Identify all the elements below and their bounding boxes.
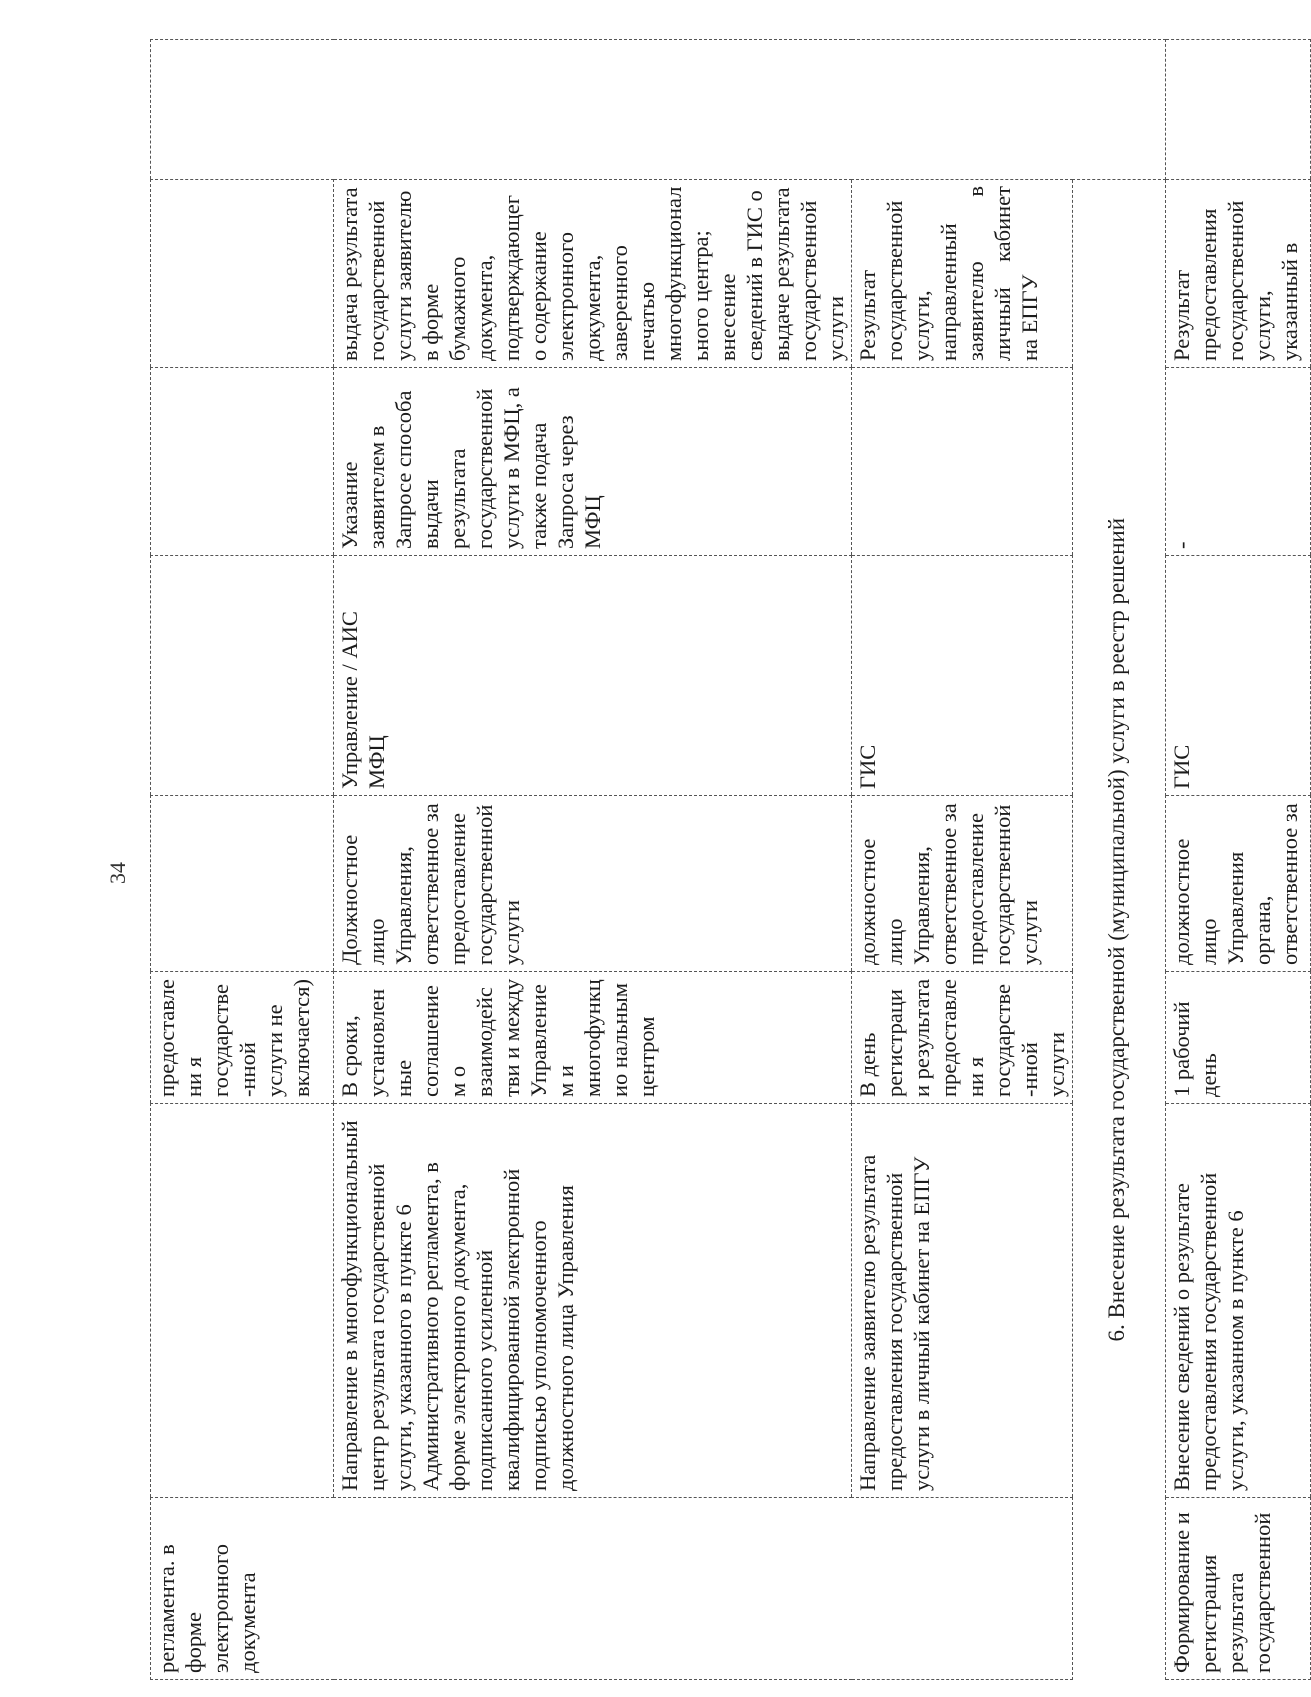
- table-cell: [852, 368, 1073, 556]
- table-cell: Результат предоставления государственной услуги, указанный в: [1165, 180, 1310, 368]
- table-cell: -: [1165, 368, 1310, 556]
- table-cell: выдача результата государственной услуги заявителю в форме бумажного документа, подтверждающего содержание электронного документа, заверенного печатью многофункционального центра; внесение сведений в ГИС о выдаче результата государственной услуги: [334, 180, 852, 368]
- table-cell: Формирование и регистрация результата государственной: [1165, 1498, 1310, 1680]
- table-cell: В сроки, установленные соглашением о взаимодействи и между Управлением и многофункцио нальным центром: [334, 972, 852, 1104]
- page-number: 34: [105, 862, 130, 884]
- table-cell: ГИС: [1165, 556, 1310, 796]
- table-cell: [151, 180, 334, 368]
- table-cell: Указание заявителем в Запросе способа выдачи результата государственной услуги в МФЦ, а также подача Запроса через МФЦ: [334, 368, 852, 556]
- table-cell: Направление заявителю результата предоставления государственной услуги в личный кабинет на ЕПГУ: [852, 1104, 1073, 1498]
- table-row: [852, 40, 1073, 1680]
- section-title: 6. Внесение результата государственной (муниципальной) услуги в реестр решений: [1073, 180, 1166, 1680]
- table-cell: 1 рабочий день: [1165, 972, 1310, 1104]
- table-cell: должностное лицо Управления органа, ответственное за: [1165, 796, 1310, 972]
- table-cell: Внесение сведений о результате предоставления государственной услуги, указанном в пункте 6: [1165, 1104, 1310, 1498]
- table-cell: регламента. в форме электронного документа: [151, 1498, 1073, 1680]
- table-cell: Результат государственной услуги, направленный заявителю в личный кабинет на ЕПГУ: [852, 180, 1073, 368]
- table-cell: [151, 40, 1166, 180]
- table-cell: предоставлени я государстве-нной услуги не включается): [151, 972, 334, 1104]
- section-heading-row: [1073, 40, 1166, 1680]
- table-cell: [151, 1104, 334, 1498]
- table-row: [151, 40, 334, 1680]
- procedure-table: [150, 39, 1311, 1680]
- table-cell: В день регистрации результата предоставлени я государстве-нной услуги: [852, 972, 1073, 1104]
- table-cell: [151, 796, 334, 972]
- rotated-page-content: [150, 20, 1302, 1680]
- table-row: [1165, 40, 1310, 1680]
- table-row: [334, 40, 852, 1680]
- table-cell: [151, 556, 334, 796]
- table-cell: [151, 368, 334, 556]
- table-cell: Направление в многофункциональный центр результата государственной услуги, указанного в пункте 6 Административного регламента, в форме электронного документа, подписанного усиленной квалифицированной электронной подписью уполномоченного должностного лица Управления: [334, 1104, 852, 1498]
- table-cell: должностное лицо Управления, ответственное за предоставление государственной услуги: [852, 796, 1073, 972]
- table-cell: Должностное лицо Управления, ответственное за предоставление государственной услуги: [334, 796, 852, 972]
- table-cell: ГИС: [852, 556, 1073, 796]
- table-cell: Управление / АИС МФЦ: [334, 556, 852, 796]
- table-cell: [1165, 40, 1310, 180]
